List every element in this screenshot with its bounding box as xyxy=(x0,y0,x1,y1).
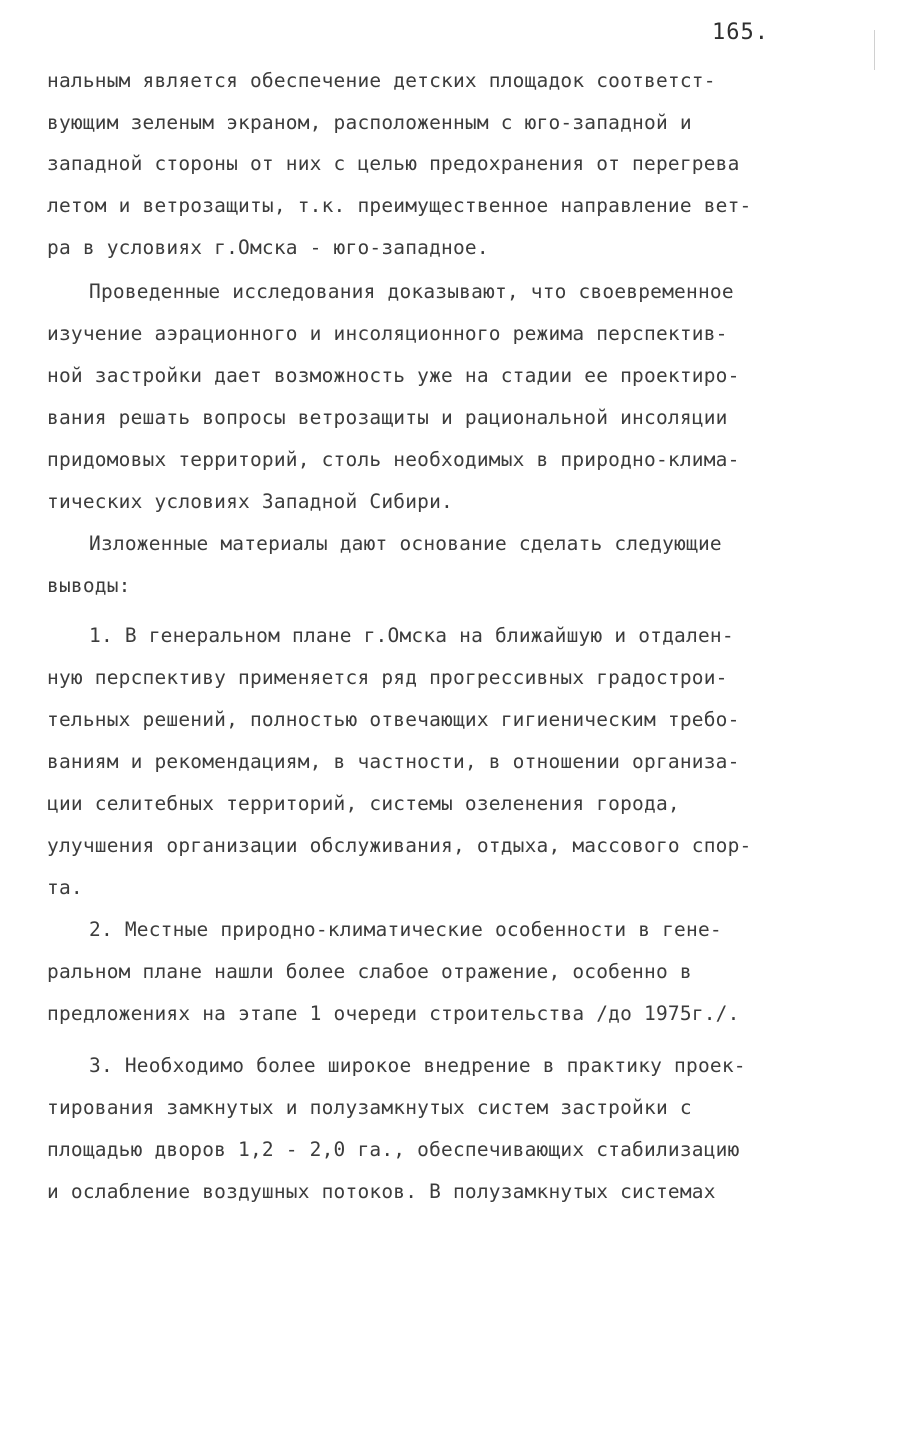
text-line: ральном плане нашли более слабое отражение, особенно в xyxy=(47,960,692,983)
text-line: и ослабление воздушных потоков. В полузамкнутых системах xyxy=(47,1180,716,1203)
text-line: ваниям и рекомендациям, в частности, в отношении организа- xyxy=(47,750,740,773)
text-line: выводы: xyxy=(47,574,131,597)
text-line: ции селитебных территорий, системы озеленения города, xyxy=(47,792,680,815)
text-line: тирования замкнутых и полузамкнутых систем застройки с xyxy=(47,1096,692,1119)
text-line: ра в условиях г.Омска - юго-западное. xyxy=(47,236,489,259)
text-line: 2. Местные природно-климатические особенности в гене- xyxy=(89,918,722,941)
page-edge-mark xyxy=(874,30,875,70)
text-line: Изложенные материалы дают основание сделать следующие xyxy=(89,532,722,555)
text-line: придомовых территорий, столь необходимых в природно-клима- xyxy=(47,448,740,471)
text-line: ной застройки дает возможность уже на стадии ее проектиро- xyxy=(47,364,740,387)
text-line: тельных решений, полностью отвечающих гигиеническим требо- xyxy=(47,708,740,731)
text-line: площадью дворов 1,2 - 2,0 га., обеспечивающих стабилизацию xyxy=(47,1138,740,1161)
text-line: предложениях на этапе 1 очереди строительства /до 1975г./. xyxy=(47,1002,740,1025)
text-line: Проведенные исследования доказывают, что своевременное xyxy=(89,280,734,303)
text-line: нальным является обеспечение детских площадок соответст- xyxy=(47,69,716,92)
text-line: западной стороны от них с целью предохранения от перегрева xyxy=(47,152,740,175)
text-line: 3. Необходимо более широкое внедрение в практику проек- xyxy=(89,1054,746,1077)
text-line: та. xyxy=(47,876,83,899)
text-line: тических условиях Западной Сибири. xyxy=(47,490,453,513)
text-line: вующим зеленым экраном, расположенным с юго-западной и xyxy=(47,111,692,134)
text-line: вания решать вопросы ветрозащиты и рациональной инсоляции xyxy=(47,406,728,429)
text-line: улучшения организации обслуживания, отдыха, массового спор- xyxy=(47,834,752,857)
text-line: летом и ветрозащиты, т.к. преимущественное направление вет- xyxy=(47,194,752,217)
text-line: изучение аэрационного и инсоляционного режима перспектив- xyxy=(47,322,728,345)
text-line: ную перспективу применяется ряд прогрессивных градострои- xyxy=(47,666,728,689)
page-number: 165. xyxy=(712,20,769,45)
text-line: 1. В генеральном плане г.Омска на ближайшую и отдален- xyxy=(89,624,734,647)
